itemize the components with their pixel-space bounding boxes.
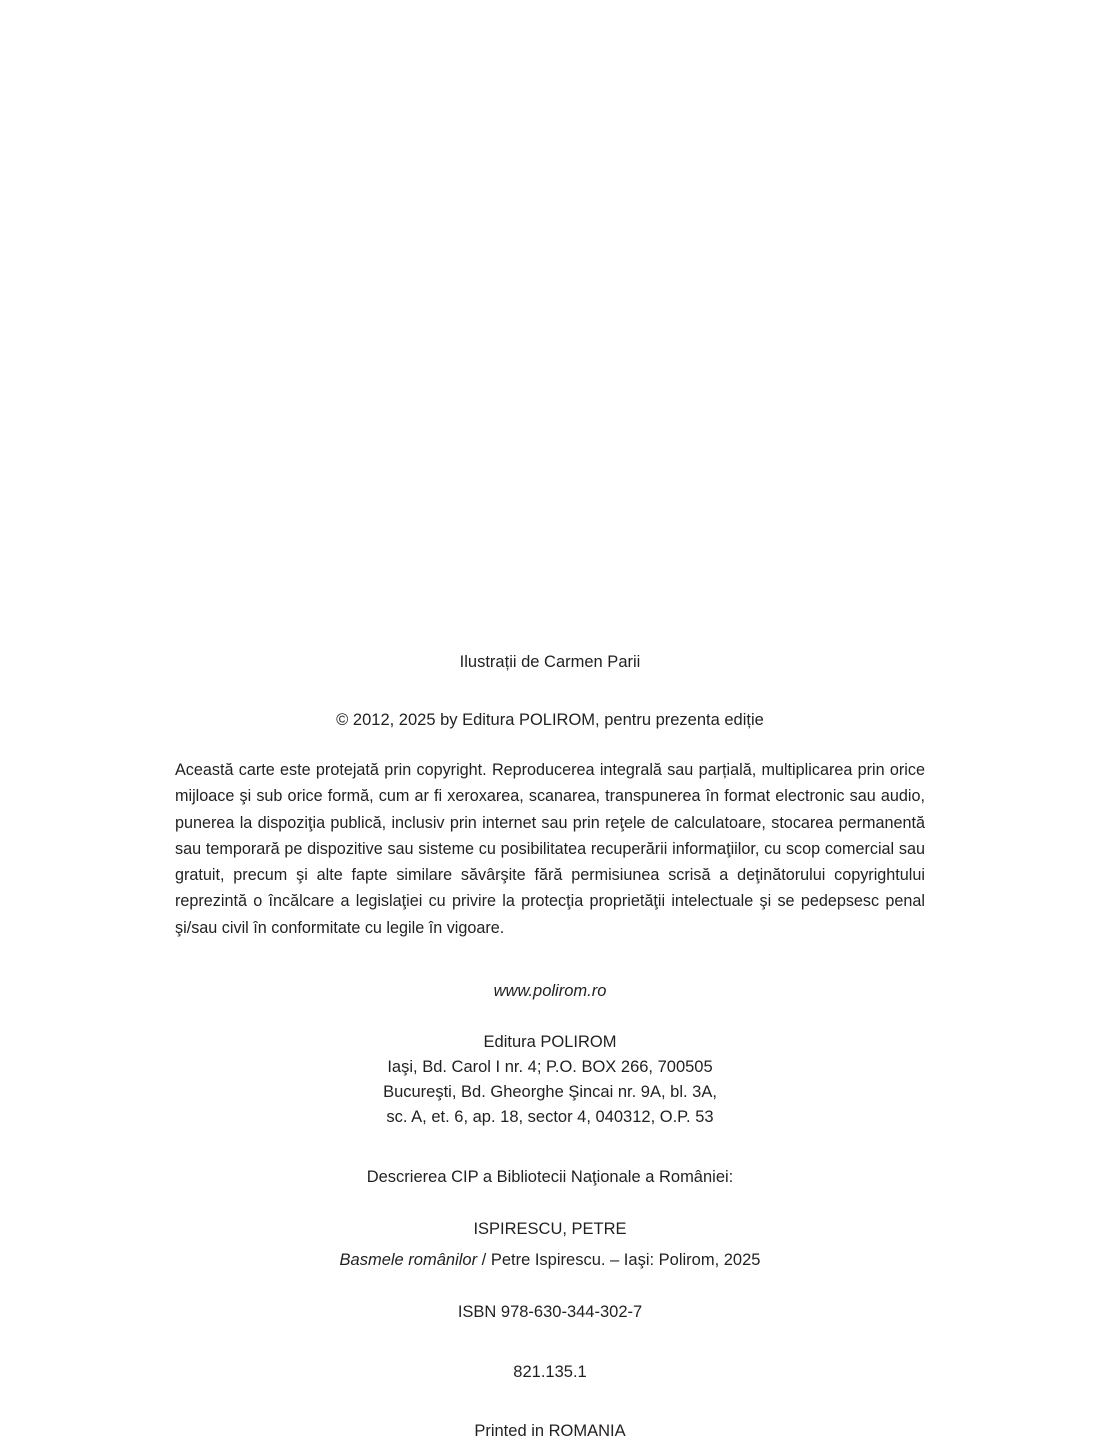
copyright-line: © 2012, 2025 by Editura POLIROM, pentru prezenta ediție xyxy=(336,710,764,729)
publisher-address-line-3: sc. A, et. 6, ap. 18, sector 4, 040312, O.P. 53 xyxy=(386,1107,714,1126)
legal-notice: Această carte este protejată prin copyright. Reproducerea integrală sau parțială, multiplicarea prin orice mijloace şi sub orice formă, cum ar fi xeroxarea, scanarea, transpunerea în format electronic sau audio, punerea la dispoziţia publică, inclusiv prin internet sau prin reţele de calculatoare, stocarea permanentă sau temporară pe dispozitive sau sisteme cu posibilitatea recuperării informaţiilor, cu scop comercial sau gratuit, precum şi alte fapte similare săvârşite fără permisiunea scrisă a deţinătorului copyrightului reprezintă o încălcare a legislaţiei cu privire la protecţia proprietăţii intelectuale şi se pedepsesc penal şi/sau civil în conformitate cu legile în vigoare. xyxy=(175,761,925,937)
illustrator-credit: Ilustrații de Carmen Parii xyxy=(459,653,641,671)
imprint-content xyxy=(175,650,925,1445)
classification-code: 821.135.1 xyxy=(513,1362,587,1381)
publisher-website: www.polirom.ro xyxy=(493,981,607,1000)
publisher-block xyxy=(175,1030,925,1129)
cip-heading: Descrierea CIP a Bibliotecii Naţionale a României: xyxy=(366,1168,734,1187)
publisher-name: Editura POLIROM xyxy=(483,1033,617,1052)
printed-in: Printed in ROMANIA xyxy=(474,1422,626,1441)
cip-work xyxy=(175,1248,925,1274)
publisher-address-line-1: Iaşi, Bd. Carol I nr. 4; P.O. BOX 266, 700505 xyxy=(387,1058,713,1077)
publisher-address-line-2: Bucureşti, Bd. Gheorghe Şincai nr. 9A, bl. 3A, xyxy=(383,1082,717,1101)
isbn: ISBN 978-630-344-302-7 xyxy=(457,1303,643,1322)
cip-work-title: Basmele românilor xyxy=(339,1251,478,1270)
cip-work-rest: / Petre Ispirescu. – Iaşi: Polirom, 2025 xyxy=(477,1251,761,1270)
cip-author: ISPIRESCU, PETRE xyxy=(473,1219,627,1238)
